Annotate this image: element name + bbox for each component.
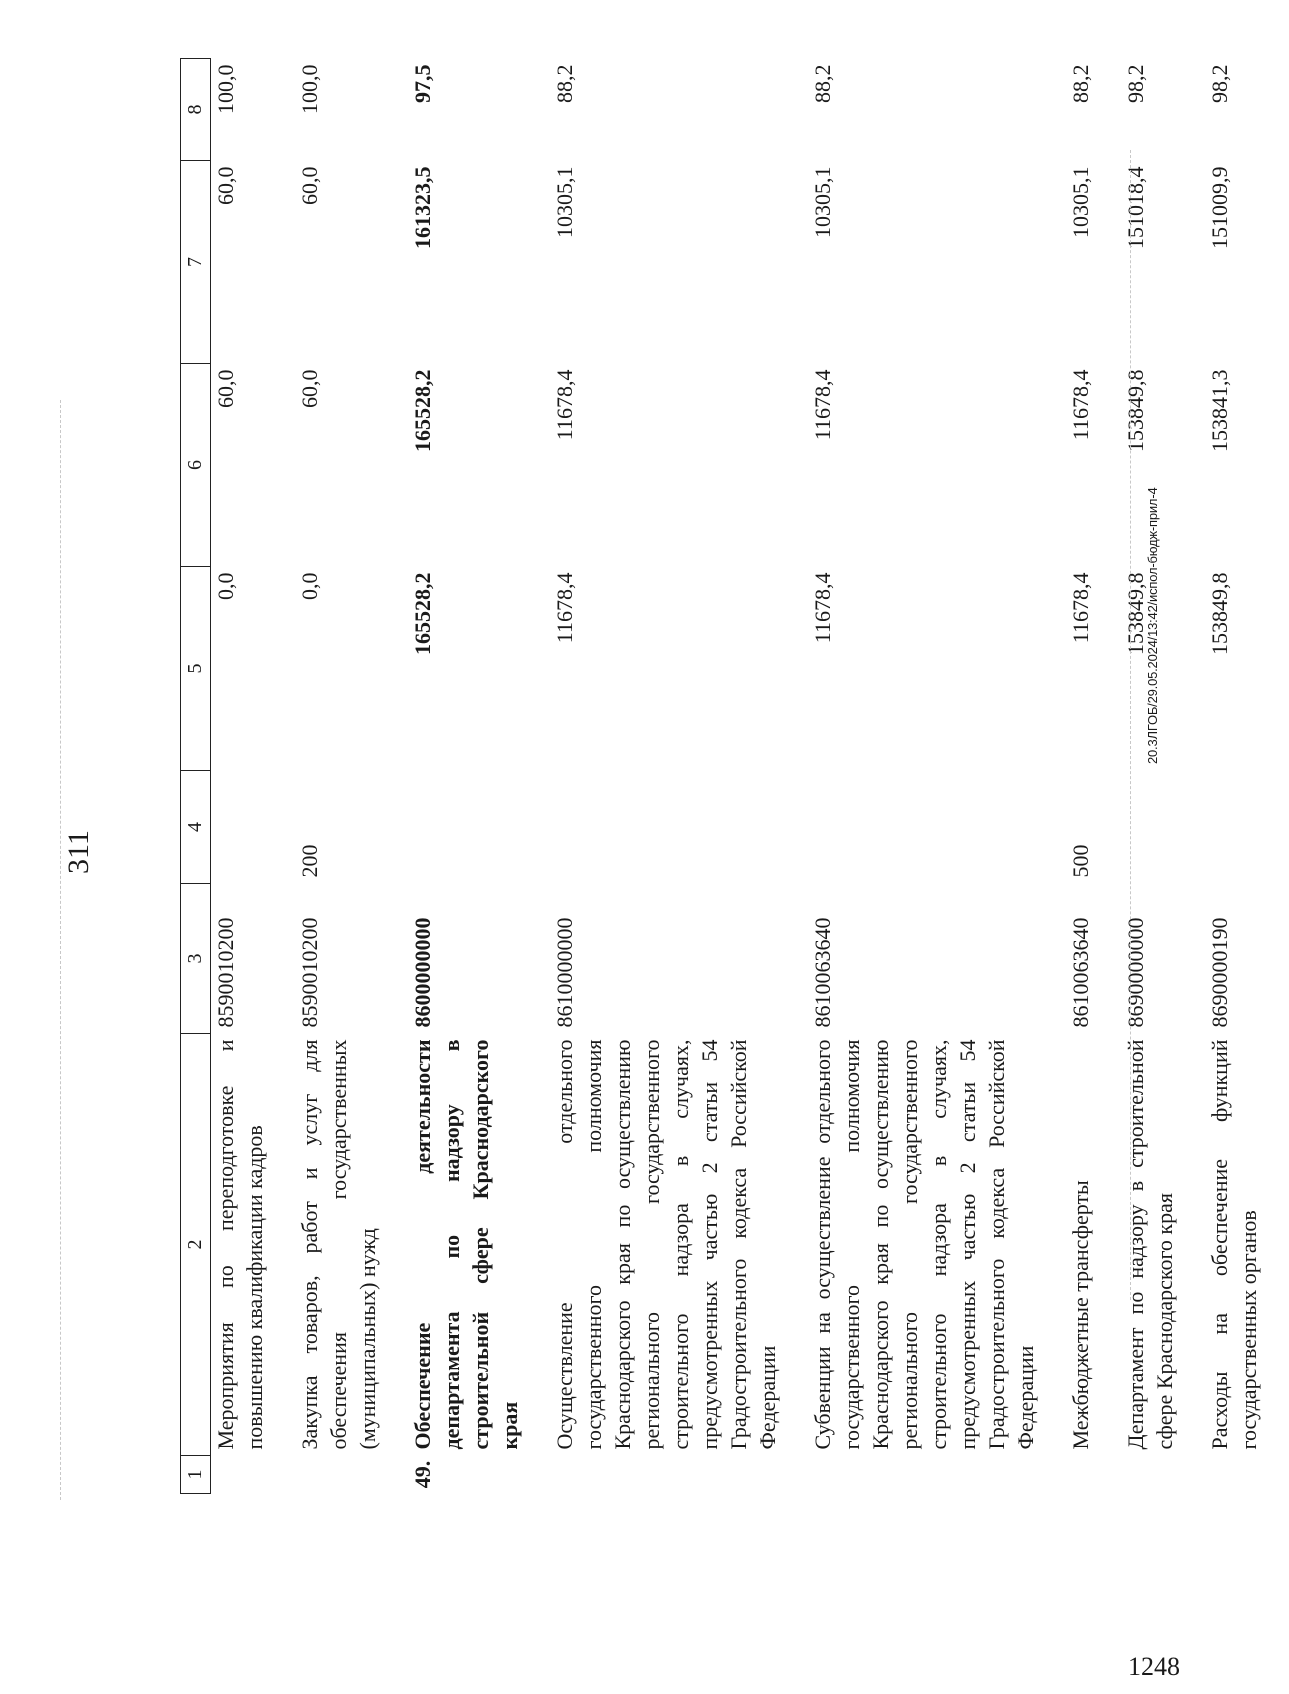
row-col5: 0,0	[297, 572, 322, 600]
row-index	[1205, 1456, 1289, 1494]
row-col8: 97,5	[410, 64, 435, 103]
row-code: 8610063640	[1068, 917, 1093, 1028]
row-kind	[808, 771, 1066, 884]
table-row	[408, 59, 550, 1494]
column-header: 2	[181, 1034, 211, 1456]
row-code: 8690000190	[1207, 917, 1232, 1028]
row-col8: 88,2	[1068, 64, 1093, 103]
row-col6: 153841,3	[1207, 369, 1232, 452]
row-index	[295, 1456, 408, 1494]
row-kind	[1121, 771, 1205, 884]
row-col6: 11678,4	[810, 369, 835, 441]
table-row	[211, 59, 296, 1494]
table-row	[1205, 59, 1289, 1494]
row-col7: 60,0	[297, 166, 322, 205]
row-code: 8590010200	[213, 917, 238, 1028]
row-index	[1066, 1456, 1121, 1494]
column-header: 3	[181, 884, 211, 1034]
row-col5: 11678,4	[552, 572, 577, 644]
row-col6: 153849,8	[1123, 369, 1148, 452]
row-col5: 153849,8	[1123, 572, 1148, 655]
column-numbers-header	[181, 59, 211, 1494]
row-col7: 10305,1	[552, 166, 577, 238]
column-header: 6	[181, 364, 211, 567]
row-col7: 151018,4	[1123, 166, 1148, 249]
row-index	[808, 1456, 1066, 1494]
row-col5: 0,0	[213, 572, 238, 600]
row-kind	[211, 771, 296, 884]
table-row	[1121, 59, 1205, 1494]
budget-table	[180, 58, 1289, 1494]
row-col7: 10305,1	[1068, 166, 1093, 238]
row-kind	[408, 771, 550, 884]
column-header: 8	[181, 59, 211, 161]
row-col6: 165528,2	[410, 369, 435, 452]
row-code: 8590010200	[297, 917, 322, 1028]
row-col8: 100,0	[213, 64, 238, 114]
row-kind	[550, 771, 808, 884]
row-name: Расходы на обеспечение функций государственных органов	[1207, 1039, 1261, 1450]
row-col5: 11678,4	[810, 572, 835, 644]
row-col8: 98,2	[1123, 64, 1148, 103]
row-col8: 88,2	[810, 64, 835, 103]
row-col7: 60,0	[213, 166, 238, 205]
row-name: Закупка товаров, работ и услуг для обеспечения государственных (муниципальных) нужд	[297, 1039, 380, 1450]
footer-document-code: 20.3ЛГОБ/29.05.2024/13:42/испол-бюдж-прил-4	[1145, 487, 1160, 764]
row-code: 8610000000	[552, 917, 577, 1028]
row-col6: 60,0	[213, 369, 238, 408]
table-row	[808, 59, 1066, 1494]
sheet-number: 1248	[1128, 1652, 1180, 1681]
row-col5: 11678,4	[1068, 572, 1093, 644]
row-col8: 98,2	[1207, 64, 1232, 103]
row-name: Департамент по надзору в строительной сфере Краснодарского края	[1123, 1039, 1177, 1450]
row-index	[211, 1456, 296, 1494]
scan-artifact-line	[1130, 150, 1131, 1300]
row-name: Обеспечение деятельности департамента по надзору в строительной сфере Краснодарского края	[410, 1039, 522, 1450]
column-header: 7	[181, 161, 211, 364]
row-code: 8610063640	[810, 917, 835, 1028]
scan-artifact-line	[60, 400, 61, 1500]
row-index: 49.	[410, 1460, 435, 1489]
row-col6: 11678,4	[552, 369, 577, 441]
row-name: Субвенции на осуществление отдельного государственного полномочия Краснодарского края по осуществлению регионального государственного строительного надзора в случаях, предусмотренных частью 2 статьи 54 Градостроительного кодекса Российской Федерации	[810, 1039, 1038, 1450]
row-col6: 11678,4	[1068, 369, 1093, 441]
column-header: 4	[181, 771, 211, 884]
row-col8: 100,0	[297, 64, 322, 114]
row-col7: 151009,9	[1207, 166, 1232, 249]
table-row	[295, 59, 408, 1494]
page-number: 311	[62, 830, 95, 874]
row-kind: 500	[1068, 844, 1093, 878]
table-row	[1066, 59, 1121, 1494]
row-name: Мероприятия по переподготовке и повышению квалификации кадров	[213, 1039, 267, 1450]
row-col6: 60,0	[297, 369, 322, 408]
row-code: 8690000000	[1123, 917, 1148, 1028]
row-col8: 88,2	[552, 64, 577, 103]
table-row	[550, 59, 808, 1494]
row-col5: 165528,2	[410, 572, 435, 655]
row-kind	[1205, 771, 1289, 884]
row-code: 8600000000	[410, 917, 435, 1028]
row-kind: 200	[297, 844, 322, 878]
row-name: Межбюджетные трансферты	[1068, 1180, 1093, 1450]
column-header: 1	[181, 1456, 211, 1494]
column-header: 5	[181, 567, 211, 771]
row-col5: 153849,8	[1207, 572, 1232, 655]
row-col7: 161323,5	[410, 166, 435, 249]
row-index	[550, 1456, 808, 1494]
row-col7: 10305,1	[810, 166, 835, 238]
row-index	[1121, 1456, 1205, 1494]
row-name: Осуществление отдельного государственного полномочия Краснодарского края по осуществлению регионального государственного строительного надзора в случаях, предусмотренных частью 2 статьи 54 Градостроительного кодекса Российской Федерации	[552, 1039, 780, 1450]
